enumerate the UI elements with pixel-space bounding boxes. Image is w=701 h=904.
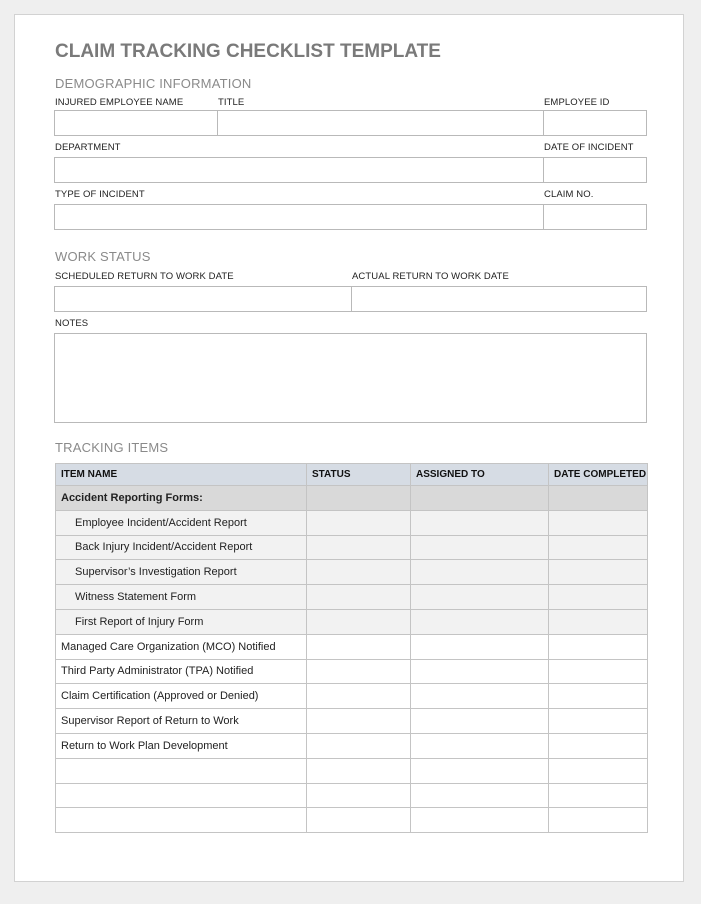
demographic-section-title: DEMOGRAPHIC INFORMATION — [55, 76, 252, 91]
status-cell[interactable] — [307, 510, 411, 535]
employee-id-label: EMPLOYEE ID — [544, 97, 610, 108]
tracking-section-title: TRACKING ITEMS — [55, 440, 169, 455]
date-completed-cell[interactable] — [549, 684, 648, 709]
claim-no-field[interactable] — [544, 205, 646, 229]
work-status-section-title: WORK STATUS — [55, 249, 151, 264]
actual-return-label: ACTUAL RETURN TO WORK DATE — [352, 271, 509, 282]
table-row — [56, 709, 648, 734]
item-name-cell[interactable]: Supervisor’s Investigation Report — [56, 560, 307, 585]
table-row — [56, 510, 648, 535]
document-title: CLAIM TRACKING CHECKLIST TEMPLATE — [55, 41, 441, 62]
status-cell[interactable] — [307, 609, 411, 634]
item-name-cell[interactable] — [56, 758, 307, 783]
injured-employee-name-label: INJURED EMPLOYEE NAME — [55, 97, 184, 108]
item-name-cell[interactable]: Claim Certification (Approved or Denied) — [56, 684, 307, 709]
status-cell[interactable] — [307, 808, 411, 833]
item-name-cell[interactable]: Return to Work Plan Development — [56, 733, 307, 758]
actual-return-field[interactable] — [352, 287, 646, 311]
date-completed-cell[interactable] — [549, 709, 648, 734]
employee-id-field[interactable] — [544, 111, 646, 135]
status-cell[interactable] — [307, 709, 411, 734]
date-completed-cell[interactable] — [549, 510, 648, 535]
date-completed-cell[interactable] — [549, 609, 648, 634]
item-name-cell[interactable]: Managed Care Organization (MCO) Notified — [56, 634, 307, 659]
table-row — [56, 783, 648, 808]
column-header-assigned-to: ASSIGNED TO — [411, 464, 549, 486]
date-completed-cell[interactable] — [549, 783, 648, 808]
assigned-to-cell[interactable] — [411, 560, 549, 585]
assigned-to-cell[interactable] — [411, 510, 549, 535]
injured-employee-name-field[interactable] — [55, 111, 216, 135]
table-row — [56, 684, 648, 709]
status-cell[interactable] — [307, 758, 411, 783]
table-row — [56, 758, 648, 783]
date-completed-cell[interactable] — [549, 733, 648, 758]
item-name-cell[interactable]: Employee Incident/Accident Report — [56, 510, 307, 535]
assigned-to-cell[interactable] — [411, 585, 549, 610]
table-header-row — [56, 464, 648, 486]
assigned-to-cell[interactable] — [411, 486, 549, 511]
table-row — [56, 634, 648, 659]
assigned-to-cell[interactable] — [411, 659, 549, 684]
date-completed-cell[interactable] — [549, 634, 648, 659]
department-field[interactable] — [55, 158, 542, 182]
assigned-to-cell[interactable] — [411, 733, 549, 758]
title-label: TITLE — [218, 97, 245, 108]
date-completed-cell[interactable] — [549, 758, 648, 783]
table-row — [56, 609, 648, 634]
table-row — [56, 486, 648, 511]
tracking-table — [55, 463, 648, 833]
status-cell[interactable] — [307, 733, 411, 758]
assigned-to-cell[interactable] — [411, 783, 549, 808]
assigned-to-cell[interactable] — [411, 709, 549, 734]
date-of-incident-label: DATE OF INCIDENT — [544, 142, 634, 153]
item-name-cell[interactable] — [56, 783, 307, 808]
department-label: DEPARTMENT — [55, 142, 121, 153]
status-cell[interactable] — [307, 783, 411, 808]
table-row — [56, 659, 648, 684]
date-completed-cell[interactable] — [549, 486, 648, 511]
status-cell[interactable] — [307, 560, 411, 585]
column-header-item-name: ITEM NAME — [56, 464, 307, 486]
scheduled-return-field[interactable] — [55, 287, 350, 311]
table-row — [56, 585, 648, 610]
date-completed-cell[interactable] — [549, 535, 648, 560]
type-of-incident-field[interactable] — [55, 205, 542, 229]
notes-field[interactable] — [54, 333, 647, 423]
notes-label: NOTES — [55, 318, 89, 329]
date-completed-cell[interactable] — [549, 659, 648, 684]
assigned-to-cell[interactable] — [411, 684, 549, 709]
status-cell[interactable] — [307, 486, 411, 511]
date-completed-cell[interactable] — [549, 560, 648, 585]
status-cell[interactable] — [307, 634, 411, 659]
date-completed-cell[interactable] — [549, 585, 648, 610]
assigned-to-cell[interactable] — [411, 609, 549, 634]
status-cell[interactable] — [307, 535, 411, 560]
item-name-cell[interactable]: Back Injury Incident/Accident Report — [56, 535, 307, 560]
assigned-to-cell[interactable] — [411, 634, 549, 659]
table-row — [56, 808, 648, 833]
status-cell[interactable] — [307, 684, 411, 709]
title-field[interactable] — [218, 111, 543, 135]
item-name-cell[interactable]: Third Party Administrator (TPA) Notified — [56, 659, 307, 684]
status-cell[interactable] — [307, 585, 411, 610]
column-header-date-completed: DATE COMPLETED — [549, 464, 648, 486]
scheduled-return-label: SCHEDULED RETURN TO WORK DATE — [55, 271, 234, 282]
assigned-to-cell[interactable] — [411, 535, 549, 560]
column-header-status: STATUS — [307, 464, 411, 486]
item-name-cell[interactable]: Witness Statement Form — [56, 585, 307, 610]
table-row — [56, 733, 648, 758]
claim-no-label: CLAIM NO. — [544, 189, 594, 200]
date-completed-cell[interactable] — [549, 808, 648, 833]
assigned-to-cell[interactable] — [411, 758, 549, 783]
item-name-cell[interactable] — [56, 808, 307, 833]
document-page — [14, 14, 684, 882]
table-row — [56, 535, 648, 560]
type-of-incident-label: TYPE OF INCIDENT — [55, 189, 145, 200]
item-name-cell[interactable]: First Report of Injury Form — [56, 609, 307, 634]
tracking-table-body — [56, 486, 648, 833]
table-row — [56, 560, 648, 585]
item-name-cell[interactable]: Accident Reporting Forms: — [56, 486, 307, 511]
status-cell[interactable] — [307, 659, 411, 684]
date-of-incident-field[interactable] — [544, 158, 646, 182]
item-name-cell[interactable]: Supervisor Report of Return to Work — [56, 709, 307, 734]
assigned-to-cell[interactable] — [411, 808, 549, 833]
